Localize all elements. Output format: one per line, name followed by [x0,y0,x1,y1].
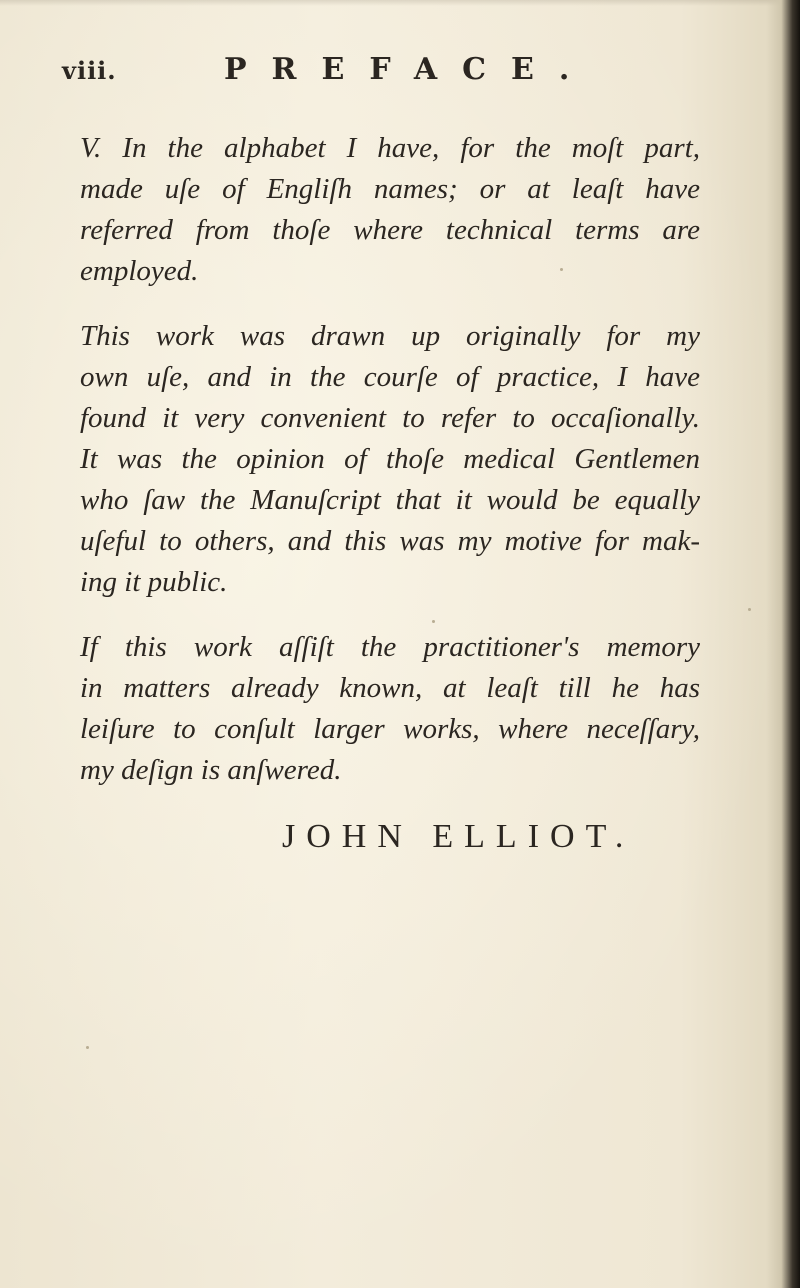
paragraph-alphabet-names [80,128,700,292]
text-line: This work was drawn up originally for my [80,320,700,352]
text-line: who ſaw the Manuſcript that it would be equally [80,484,700,516]
text-line: uſeful to others, and this was my motive for mak- [80,525,700,557]
paper-speck [432,620,435,623]
text-line: leiſure to conſult larger works, where neceſſary, [80,713,700,745]
text-line: It was the opinion of thoſe medical Gentlemen [80,443,700,475]
text-line: V. In the alphabet I have, for the moſt part, [80,132,700,164]
running-title: PREFACE. [224,52,595,87]
paper-speck [748,608,751,611]
paragraph-design-answered [80,627,700,791]
text-line: own uſe, and in the courſe of practice, I have [80,361,700,393]
text-line: made uſe of Engliſh names; or at leaſt have [80,173,700,205]
preface-body [80,128,700,815]
text-line: my deſign is anſwered. [80,754,342,786]
text-line: If this work aſſiſt the practitioner's memory [80,631,700,663]
text-line: found it very convenient to refer to occaſionally. [80,402,700,434]
paper-speck [560,268,563,271]
page-binding-edge [766,0,800,1288]
page-header [62,52,742,96]
text-line: referred from thoſe where technical terms are [80,214,700,246]
text-line: ing it public. [80,566,228,598]
paragraph-origin-of-work [80,316,700,603]
page-top-shadow [0,0,800,6]
text-line: in matters already known, at leaſt till he has [80,672,700,704]
paper-speck [86,1046,89,1049]
text-line: employed. [80,255,199,287]
author-signature: JOHN ELLIOT. [282,818,635,855]
page-number: viii. [62,56,117,85]
